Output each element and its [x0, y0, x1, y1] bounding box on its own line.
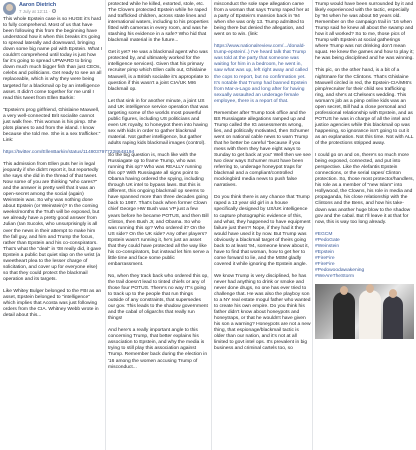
tweet-link[interactable]: https://twitter.com/EllenBarkin/status/1148037977228648194: [3, 149, 135, 155]
post-column-1: [0, 0, 135, 450]
paragraph: We know Trump is very disciplined, he has never had anything to drink or smoke and never done drugs, no one has ever tried to challenge that. He was also the playboy son to a NY real estate mogul father who wanted to create his own empire. Do you think his father didn't know about honeypots and honeytraps, or that he wouldn't have given his son a warning? Honeypots are not a new thing, that espionage/blackmail tactic is older than our nation, and it's not at all limited to govt intel ops. It's prevalent in big business and criminal cartels too, so: [214, 273, 311, 352]
paragraph: Let that sink in for another minute, a joint US and UK intelligence service operation that was targeting some of the worlds most powerful public figures, including US politicians and even UK royalty, to honeypot them into having sex with kids in order to gather blackmail material. Not gather intelligence, but gather adults raping kids blackmail images (control).: [108, 98, 209, 146]
post-column-4: [313, 0, 416, 450]
article-link[interactable]: https://www.nationalreview.com/.../donald-trump-epstein/..) I've heard talk that Trump was told at the party that someone was waiting for him in a bedroom, he went in, saw what was up, left right away and called the cops to report, but no confirmation yet. It's notable that Trump had banned Epstein from Mar-a-Lago and long after for having sexually assaulted an underage female employee, there is a report of that.: [214, 44, 308, 104]
paragraph: Trump would have been surrounded by it and likely experienced with the tactic, especially by '94 when he was about 50 years old. Remember on the campaign trail in '16 when Trump said he knew all about the swamp and how it all worked? So to me, those pics of Trump with Epstein at social gatherings where Trump was not drinking don't mean squat. He knew the games and how to play it; he was being disciplined and he was winning.: [315, 2, 414, 62]
hashtag-link[interactable]: #FireFire: [315, 255, 335, 261]
paragraph: "Epstein's prog girlfriend, Ghislaine Maxwell, a very well-connected Brit socialite cannot just walk free. This woman is his pimp. She plots planes to and from the island. I know because she told me. She is a sex trafficker." Link:: [3, 107, 101, 143]
hashtag-link[interactable]: #EGCM: [315, 231, 333, 237]
paragraph: This pic, on the other hand, is a bit of a nightmare for the Clintons. That's Ghislaine Maxwell circled in red, the Epstein-CIA/MI6's pimp/recruiter for their child sex trafficking ring, and she's at Chelsea's wedding. This woman's job as a pimp online kids was an open secret, Bill had a close personal and professional relationship with Epstein, and as POTUS he was in charge of all the intel and justice agencies while this blackmail op was happening, so ignorance isn't going to cut it as an explanation. Not this time. Not with ALL of the protections stripped away.: [315, 68, 414, 147]
post-header: [3, 2, 103, 15]
paragraph: Like Whitey Bulger belonged to the FBI as an asset, Epstein belonged to "intelligence" which implies that Acosta was just following orders from the CIA. Whitney Webb wrote in detail about this...: [3, 288, 102, 319]
paragraph: protected while he killed, extorted, stole, etc. The Clovers protected Epstein while he raped and trafficked children, across state lines and international waters, including to his properties fitted with cameras in every room, and was he stashing his evidence in a safe? Who hid that blackmail material in the future...: [108, 2, 209, 44]
photo-figure-head: [366, 284, 374, 293]
globe-icon: [52, 9, 56, 13]
paragraph: misconduct the sole rape allegation came from a woman that says Trump raped her at a party of Epstein's mansion back in '94 when she was only 13. Trump admitted to being there but denied the allegation, and went on to win. (link:: [214, 2, 309, 38]
avatar[interactable]: [3, 2, 16, 15]
photo-figure-head: [340, 286, 348, 295]
paragraph: Remember after Trump took office and the BS Russiagate allegations ramped up and Trump called the IG assessments wrong, lies, and politically motivated, then Schumer went on national cable news to warn Trump that he better be careful "because if you mess with them they have eight ways to Sunday to get back at you" Well then we see two clear ways Schumer must have been referring to, underage honeypot traps for blackmail and a compliant/controlled mockingbird media news to push false narratives.: [214, 110, 311, 189]
wedding-photo[interactable]: [315, 284, 414, 339]
post-column-2: [106, 0, 210, 450]
hashtag-link[interactable]: #Epstein: [315, 249, 335, 255]
author-name[interactable]: Aaron Dietrich: [19, 2, 57, 8]
photo-figure: [383, 296, 403, 339]
paragraph: Get it yet? He was a blackmail agent who was protected by, and ultimately worked for the intelligence services). Given that his primary recruiter pimp which Ellen calls out, Ghislaine Maxwell, is a British socialite it's appropriate to question if this wasn't a joint CIA/UK MI6 blackmail op.: [108, 50, 209, 92]
hashtag-link[interactable]: #Pedowoodawakening: [315, 267, 365, 273]
paragraph: So the big question is, much like with the Russiagate op to frame Trump, who was running this op? Who was REALLY running this op? With Russiagate all signs point to Obama having ordered the spying, including through UK intel to bypass laws. But this is different, this ongoing blackmail op seems to have spanned more than three decades going back to 1987. That's back when former Clown chief George HW Bush was VP just a few years before he became POTUS, and then Bill Clinton, then Bush Jr, and Obama. So who was running this op? Who ordered it? On the US side? On the UK side? Any other players? Epstein wasn't running it, he's just an asset that they could have protected all the way like his co-conspirators, but instead let him serve a little time and face some public embarrassment.: [108, 153, 209, 267]
post-date[interactable]: 7 July at 12:11 ·: [19, 9, 56, 15]
paragraph: Do you think there is any chance that Trump raped a 13 year old girl in a house specifically designed by US/UK intelligence to capture photographic evidence of this, and what, they happened to have equipment failure just then?! Nope, if they had it they would have used it by now. But Trump was obviously a blackmail target of theirs going back to at least '94, someone knew about it, have to find that woman, how to get her to come forward to lie, and the MSM gladly covered it while ignoring the Epstein angle.: [214, 195, 311, 267]
photo-figure: [359, 290, 381, 339]
paragraph: This admission from Ellen puts her in legal jeopardy if she didn't report it, but reportedly she says she did in the thread of that tweet. Now some of you are thinking "who cares?" and the answer is pretty well that it was an open-secret among the social (again) Weinstein was. So why was nothing done about Epstein (or Weinstein)? In the coming weeks/months the Truth will be exposed, but we already have a pretty good answer from Julian (Ian Sucoks, who unsurprisingly is all over the news in their attempt to make him the fall guy, and him and Trump the focus, rather than Epstein and his co-conspirators. That's what the "deal" in '08 really did, it gave Epstein a public but quiet slap on the wrist (a sweetheart plea to the lesser charge of solicitation, and cover up for everyone else) so that they could protect the blackmail operation and its targets.: [3, 161, 102, 282]
post-column-3: [212, 0, 312, 450]
paragraph: And here's a really important angle to this concerning Trump, that better explains his association to Epstein, and why the media is trying to still play this association against Trump. Remember back during the election in '16 among the women accusing Trump of misconduct...: [108, 328, 208, 370]
hashtag-link[interactable]: #Weinstein: [315, 243, 340, 249]
paragraph: This whole Epstein case is so HUGE it's hard to fully comprehend. Most of us that have been following this from the beginning have understood how it when this breaks it's going to spread laterally and downward, bringing down some big name pol with Epstein. What I couldn't comprehend until today is just how far it's going to spread UPWARD to bring down much much bigger fish than just CEOs, celebs and politicians. Get ready to see an all replaceable, which is why they were being targeted for a blackmail op by an intelligence asset. It didn't come together for me until I read this tweet from Ellen Barkin:: [3, 17, 102, 101]
hashtag-link[interactable]: #WeAreTheStorm: [315, 273, 355, 279]
hashtag-list: [315, 232, 414, 280]
paragraph: No, when they track back who ordered this op, the trail doesn't lead to tinted chiefs or any of those four POTUS. There's no way IT's going to track up to the people that run things outside of any constraints, that supersedes our gov. This leads to the shadow government and the cabal of oligarchs that really run things!: [108, 273, 209, 322]
hashtag-link[interactable]: #PedoGate: [315, 237, 340, 243]
photo-figure: [333, 292, 355, 339]
paragraph: I could go on and on, there's so much more being exposed, connected, and put into perspective. Like the Alefantis Epstein connections, or the serial rapes/ Clinton protection. So, those most protector/handlers, his role as a member of "new Islam" into Hollywood, the Clowns, his role in media and propaganda, his close relationship with the Clintons and the Bens, and how his take-down was another huge blow to the shadow gov and the cabal. But I'll leave it at that for now, this is way too long already.: [315, 153, 414, 225]
photo-figure-head: [389, 289, 397, 298]
hashtag-link[interactable]: #FireFire: [315, 261, 335, 267]
